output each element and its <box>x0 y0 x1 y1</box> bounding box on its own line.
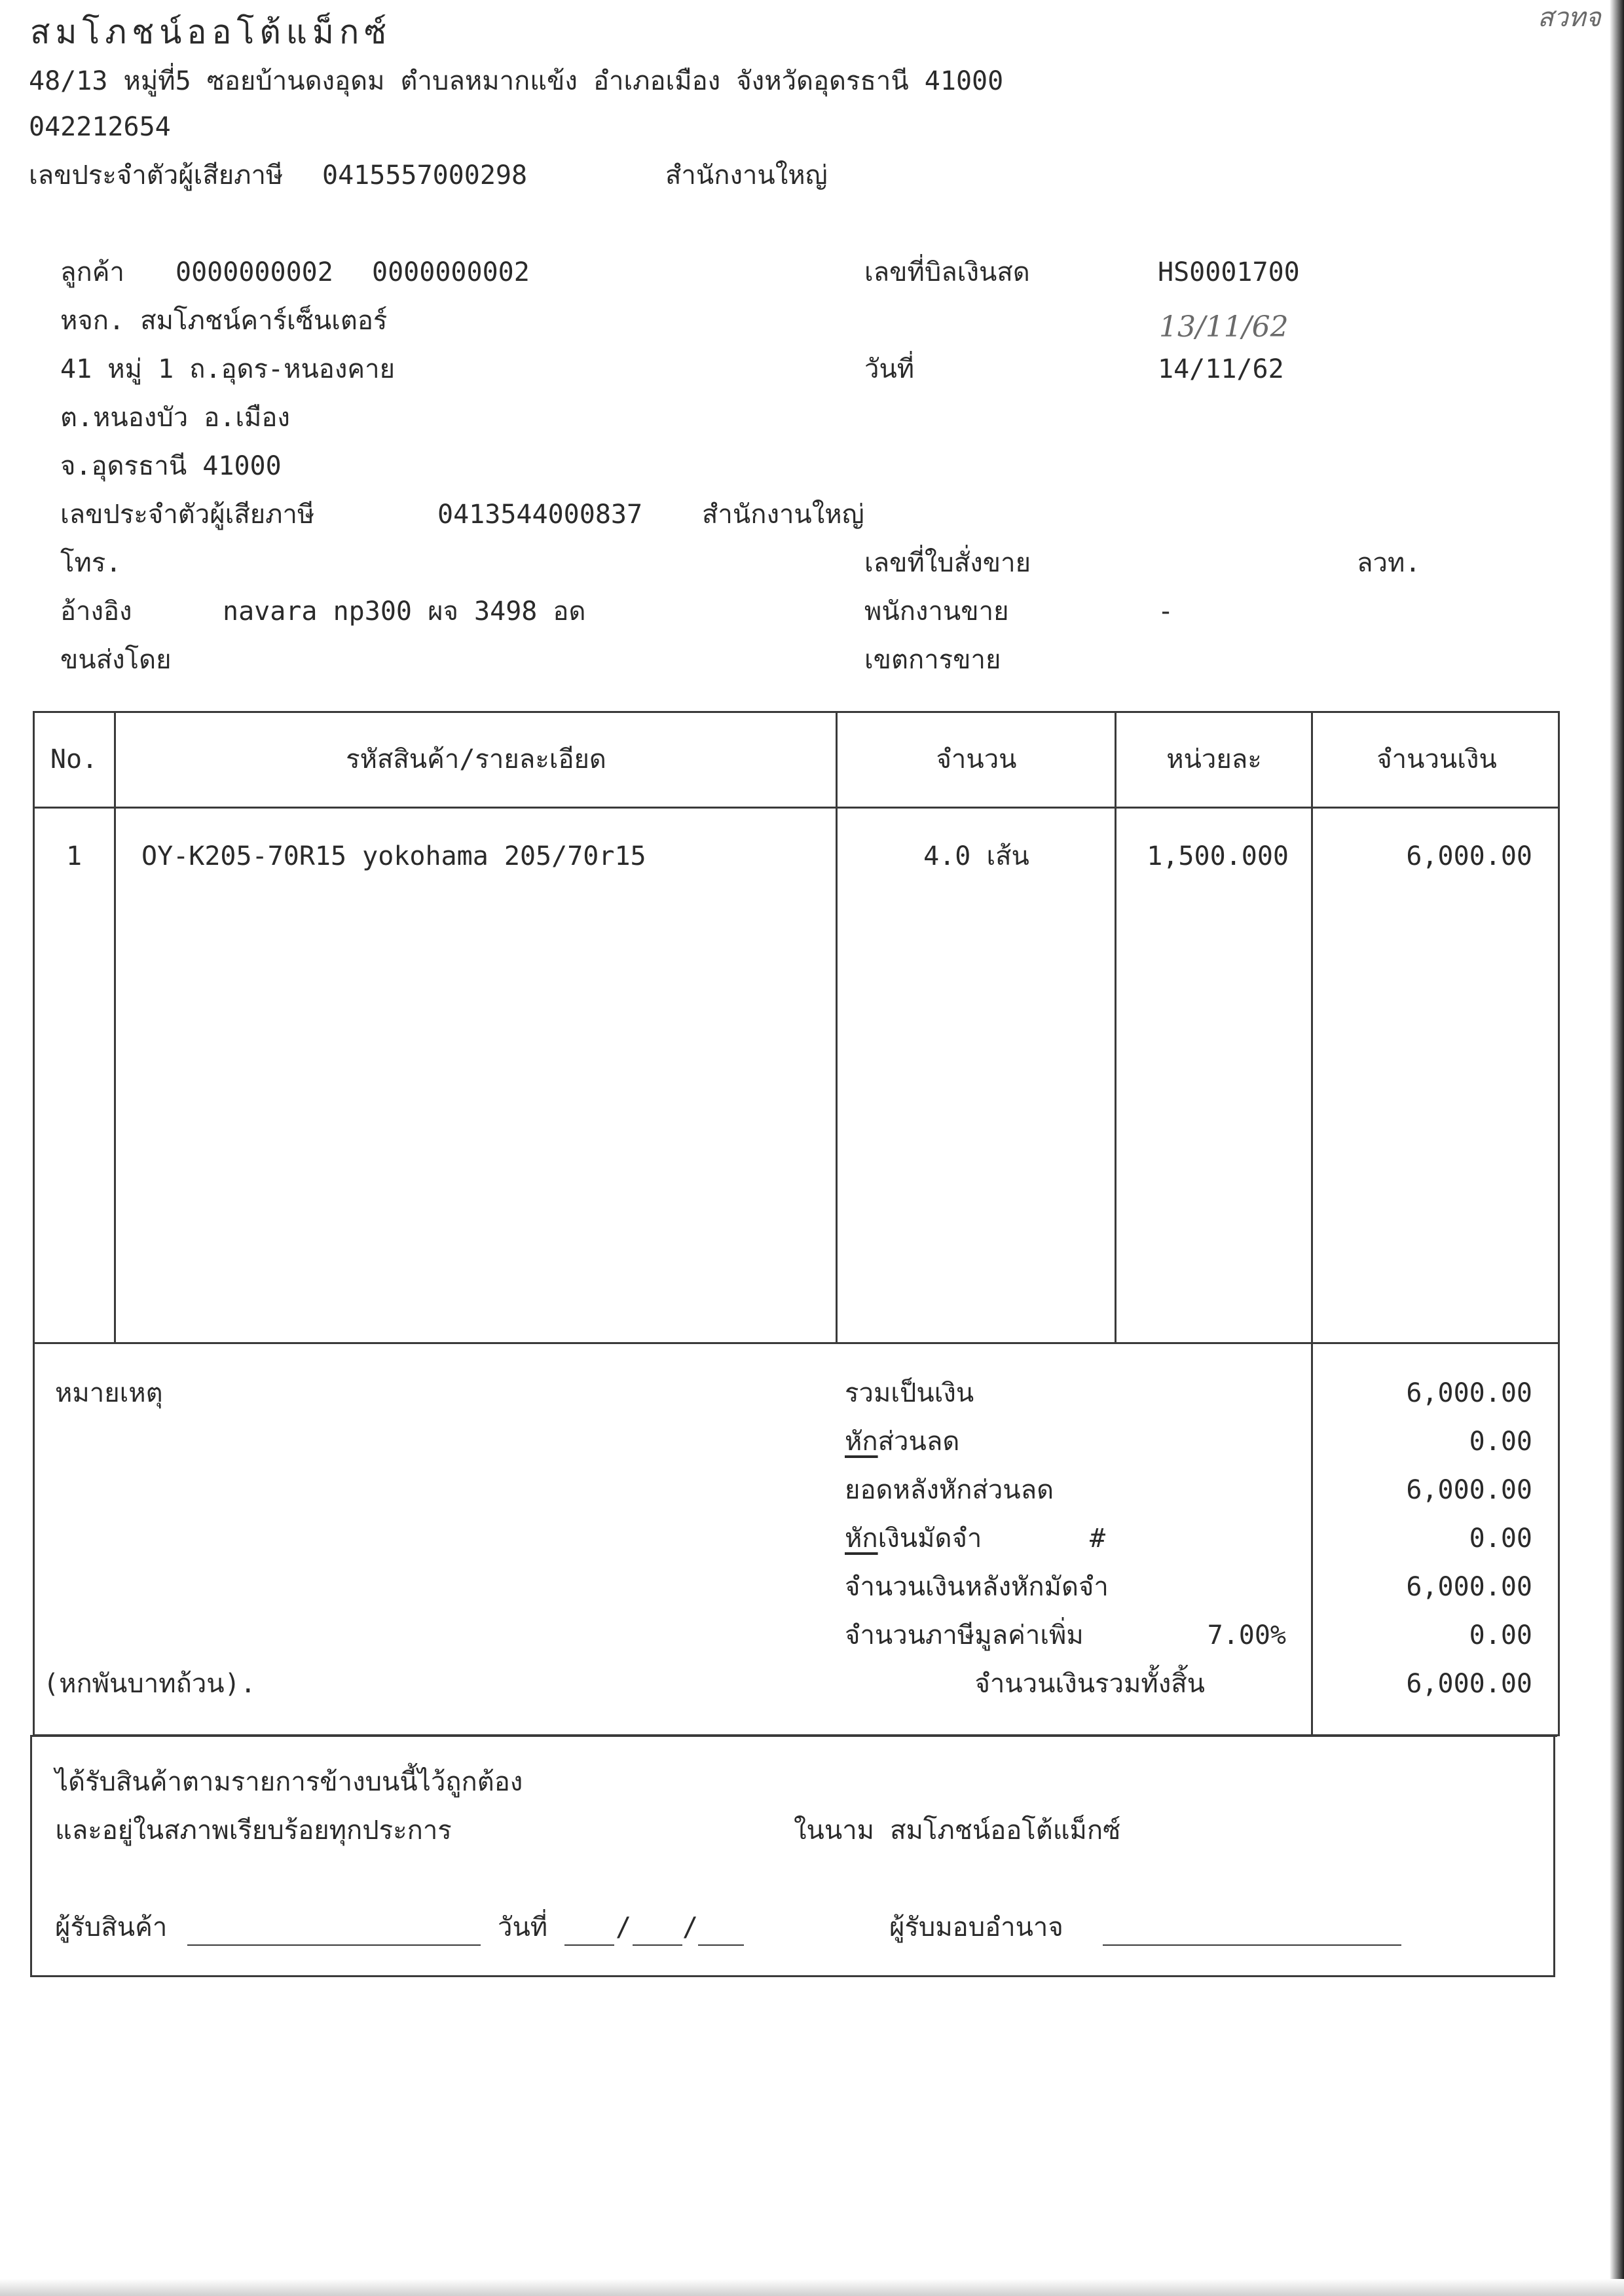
authorized-signature-line <box>1103 1944 1401 1946</box>
customer-code-1: 0000000002 <box>175 257 333 287</box>
customer-address-1: 41 หมู่ 1 ถ.อุดร-หนองคาย <box>60 354 396 384</box>
discount-value: 0.00 <box>1469 1427 1532 1457</box>
company-branch: สำนักงานใหญ่ <box>665 160 828 191</box>
company-tax-id: 0415557000298 <box>322 160 528 191</box>
row-amount: 6,000.00 <box>1406 841 1532 871</box>
header-no: No. <box>50 744 98 774</box>
customer-address-2: ต.หนองบัว อ.เมือง <box>60 403 290 433</box>
corner-handwritten-note: สวทจ <box>1538 3 1601 33</box>
deposit-label-rest: เงินมัดจำ <box>877 1523 982 1554</box>
receive-date-label: วันที่ <box>498 1912 548 1942</box>
bill-number: HS0001700 <box>1158 257 1300 287</box>
scan-edge-shadow <box>1610 0 1624 2296</box>
footer-bottom-edge <box>30 1975 1555 1977</box>
customer-code-2: 0000000002 <box>372 257 530 287</box>
shipping-label: ขนส่งโดย <box>60 645 172 675</box>
on-behalf-text: ในนาม สมโภชน์ออโต้แม็กซ์ <box>794 1815 1121 1846</box>
header-unit-price: หน่วยละ <box>1166 744 1262 774</box>
reference-value: navara np300 ผจ 3498 อด <box>223 596 586 627</box>
customer-address-3: จ.อุดรธานี 41000 <box>60 451 282 481</box>
company-tax-label: เลขประจำตัวผู้เสียภาษี <box>29 160 284 191</box>
row-unit-price: 1,500.000 <box>1147 841 1289 871</box>
company-name: สมโภชน์ออโต้แม็กซ์ <box>30 13 392 51</box>
subtotal-label: รวมเป็นเงิน <box>845 1378 974 1408</box>
receive-date-year-blank <box>698 1944 744 1946</box>
sales-area-label: เขตการขาย <box>864 645 1001 675</box>
receiver-signature-line <box>187 1944 481 1946</box>
header-divider <box>33 807 1560 809</box>
deposit-label <box>845 1525 982 1552</box>
customer-name: หจก. สมโภชน์คาร์เซ็นเตอร์ <box>60 306 388 336</box>
grand-total-value: 6,000.00 <box>1406 1669 1532 1699</box>
after-deposit-value: 6,000.00 <box>1406 1572 1532 1602</box>
reference-label: อ้างอิง <box>60 596 132 627</box>
discount-label <box>845 1429 959 1455</box>
deposit-mark: # <box>1090 1523 1106 1554</box>
vat-value: 0.00 <box>1469 1620 1532 1650</box>
vat-label: จำนวนภาษีมูลค่าเพิ่ม <box>845 1620 1084 1650</box>
sales-order-label: เลขที่ใบสั่งขาย <box>864 548 1031 578</box>
customer-tax-label: เลขประจำตัวผู้เสียภาษี <box>60 500 315 530</box>
after-discount-label: ยอดหลังหักส่วนลด <box>845 1475 1054 1505</box>
deposit-value: 0.00 <box>1469 1523 1532 1554</box>
col-divider-qty <box>1115 711 1116 1343</box>
amount-in-words: (หกพันบาทถ้วน). <box>43 1669 256 1699</box>
bill-date-label: วันที่ <box>864 354 915 384</box>
salesperson-label: พนักงานขาย <box>864 596 1009 627</box>
customer-phone-label: โทร. <box>60 548 122 578</box>
receiver-label: ผู้รับสินค้า <box>55 1912 168 1942</box>
discount-label-rest: ส่วนลด <box>877 1427 960 1457</box>
summary-bottom-divider <box>31 1735 1557 1737</box>
receive-date-sep-1: / <box>616 1912 632 1942</box>
salesperson-value: - <box>1158 596 1174 627</box>
receive-date-day-blank <box>564 1944 614 1946</box>
header-item: รหัสสินค้า/รายละเอียด <box>346 744 606 774</box>
authorized-label: ผู้รับมอบอำนาจ <box>889 1912 1063 1942</box>
bill-date: 14/11/62 <box>1158 354 1284 384</box>
row-item: OY-K205-70R15 yokohama 205/70r15 <box>141 841 646 871</box>
header-qty: จำนวน <box>936 744 1017 774</box>
row-qty: 4.0 เส้น <box>923 841 1029 871</box>
grand-total-label: จำนวนเงินรวมทั้งสิ้น <box>974 1669 1205 1699</box>
received-text-2: และอยู่ในสภาพเรียบร้อยทุกประการ <box>55 1815 452 1846</box>
header-amount: จำนวนเงิน <box>1376 744 1497 774</box>
after-deposit-label: จำนวนเงินหลังหักมัดจำ <box>845 1572 1109 1602</box>
col-divider-item <box>836 711 838 1343</box>
footer-right-edge <box>1553 1735 1555 1977</box>
subtotal-value: 6,000.00 <box>1406 1378 1532 1408</box>
receive-date-sep-2: / <box>682 1912 699 1942</box>
customer-label: ลูกค้า <box>60 257 124 287</box>
sales-order-value: ลวท. <box>1357 548 1421 578</box>
scan-bottom-shadow <box>0 2279 1624 2296</box>
customer-tax-id: 0413544000837 <box>437 500 643 530</box>
vat-rate: 7.00% <box>1207 1620 1286 1650</box>
after-discount-value: 6,000.00 <box>1406 1475 1532 1505</box>
deposit-label-underlined: หัก <box>845 1523 878 1554</box>
col-divider-unit <box>1311 711 1313 1736</box>
col-divider-no <box>114 711 116 1343</box>
received-text-1: ได้รับสินค้าตามรายการข้างบนนี้ไว้ถูกต้อง <box>55 1767 523 1797</box>
bill-number-label: เลขที่บิลเงินสด <box>864 257 1030 287</box>
company-address: 48/13 หมู่ที่5 ซอยบ้านดงอุดม ตำบลหมากแข้ง อำเภอเมือง จังหวัดอุดรธานี 41000 <box>29 66 1004 96</box>
handwritten-date: 13/11/62 <box>1159 310 1289 344</box>
items-bottom-divider <box>33 1342 1560 1344</box>
remark-label: หมายเหตุ <box>55 1378 163 1408</box>
discount-label-underlined: หัก <box>845 1427 878 1457</box>
company-phone: 042212654 <box>29 112 171 142</box>
customer-branch: สำนักงานใหญ่ <box>702 500 864 530</box>
receive-date-month-blank <box>633 1944 682 1946</box>
row-no: 1 <box>65 841 83 871</box>
footer-left-edge <box>30 1735 32 1977</box>
